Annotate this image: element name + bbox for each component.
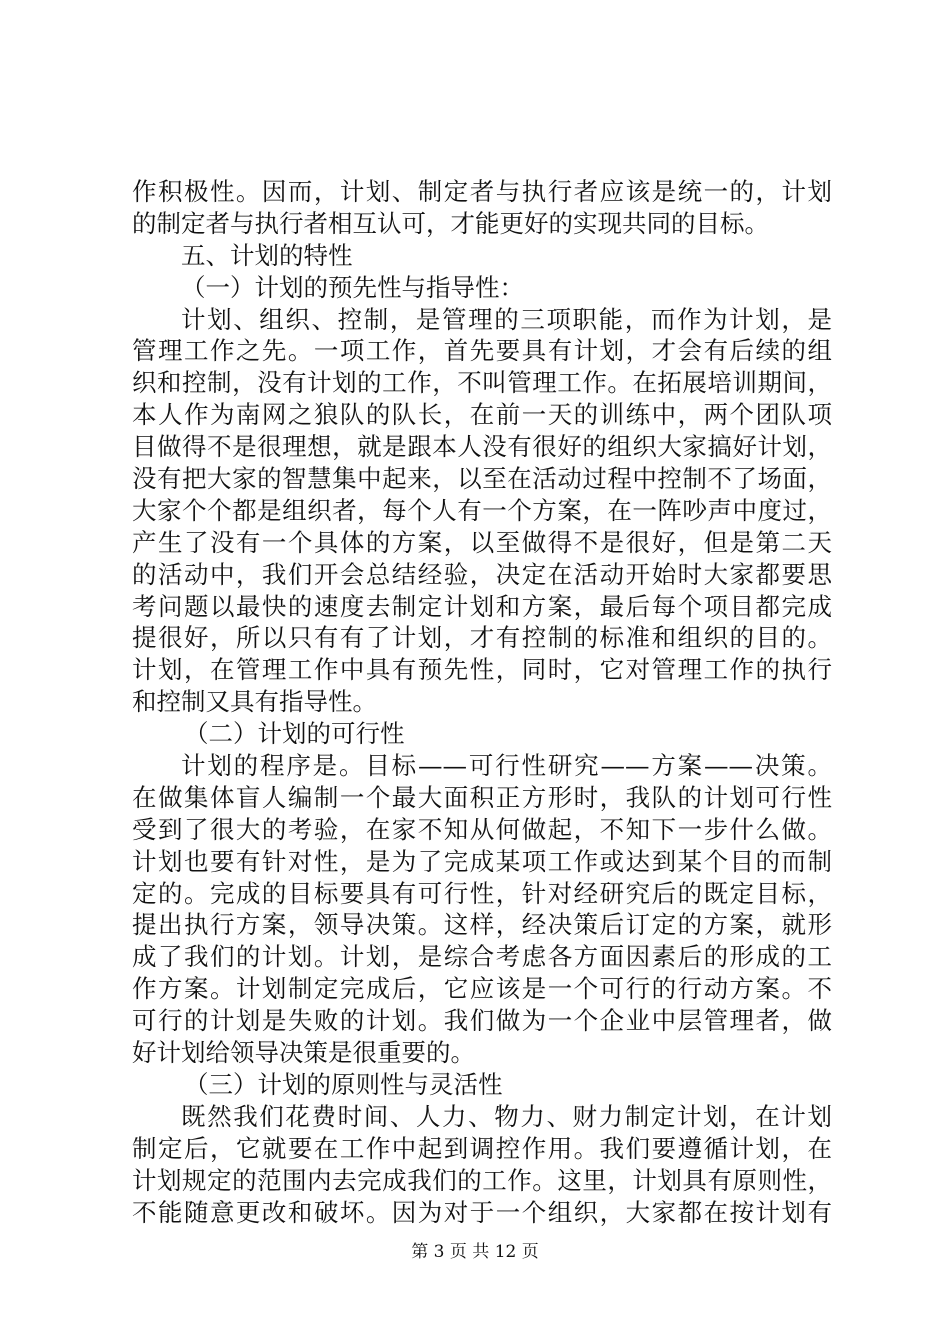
text-line: 的制定者与执行者相互认可，才能更好的实现共同的目标。 [132,208,769,238]
body-text [132,176,832,1228]
text-line: 作方案。计划制定完成后，它应该是一个可行的行动方案。不 [132,974,832,1004]
text-line: 提很好，所以只有有了计划，才有控制的标准和组织的目的。 [132,623,832,653]
text-line: 制定后，它就要在工作中起到调控作用。我们要遵循计划，在 [132,1133,832,1163]
text-line: 作积极性。因而，计划、制定者与执行者应该是统一的，计划 [132,177,832,206]
text-line: 没有把大家的智慧集中起来，以至在活动过程中控制不了场面， [132,464,832,494]
paragraph-first-line: 既然我们花费时间、人力、物力、财力制定计划，在计划 [181,1101,832,1131]
text-line: 本人作为南网之狼队的队长，在前一天的训练中，两个团队项 [132,400,832,430]
subsection-heading: （二）计划的可行性 [184,719,405,749]
subsection-heading: （一）计划的预先性与指导性： [181,272,524,302]
text-line: 目做得不是很理想，就是跟本人没有很好的组织大家搞好计划， [132,432,832,462]
text-line: 计划也要有针对性，是为了完成某项工作或达到某个目的而制 [132,846,832,876]
text-line: 提出执行方案，领导决策。这样，经决策后订定的方案，就形 [132,910,832,940]
subsection-heading: （三）计划的原则性与灵活性 [184,1069,503,1099]
text-line: 和控制又具有指导性。 [132,687,377,717]
text-line: 成了我们的计划。计划，是综合考虑各方面因素后的形成的工 [132,942,832,972]
text-line: 产生了没有一个具体的方案，以至做得不是很好，但是第二天 [132,527,832,557]
section-heading: 五、计划的特性 [181,240,353,270]
text-line: 大家个个都是组织者，每个人有一个方案，在一阵吵声中度过， [132,495,832,525]
text-line: 可行的计划是失败的计划。我们做为一个企业中层管理者，做 [132,1006,832,1036]
text-line: 计划，在管理工作中具有预先性，同时，它对管理工作的执行 [132,655,832,685]
text-line: 织和控制，没有计划的工作，不叫管理工作。在拓展培训期间， [132,368,832,398]
text-line: 在做集体盲人编制一个最大面积正方形时，我队的计划可行性 [132,782,832,812]
text-line: 不能随意更改和破坏。因为对于一个组织，大家都在按计划有 [132,1197,832,1227]
text-line: 受到了很大的考验，在家不知从何做起，不知下一步什么做。 [132,814,832,844]
text-line: 的活动中，我们开会总结经验，决定在活动开始时大家都要思 [132,559,832,589]
text-line: 管理工作之先。一项工作，首先要具有计划，才会有后续的组 [132,336,832,366]
text-line: 好计划给领导决策是很重要的。 [132,1038,475,1068]
text-line: 定的。完成的目标要具有可行性，针对经研究后的既定目标， [132,878,832,908]
paragraph-first-line: 计划、组织、控制，是管理的三项职能，而作为计划，是 [181,304,832,334]
text-line: 考问题以最快的速度去制定计划和方案，最后每个项目都完成 [132,591,832,621]
page-number-footer: 第 3 页 共 12 页 [411,1242,539,1262]
text-line: 计划规定的范围内去完成我们的工作。这里，计划具有原则性， [132,1165,832,1195]
paragraph-first-line: 计划的程序是。目标——可行性研究——方案——决策。 [181,751,832,781]
